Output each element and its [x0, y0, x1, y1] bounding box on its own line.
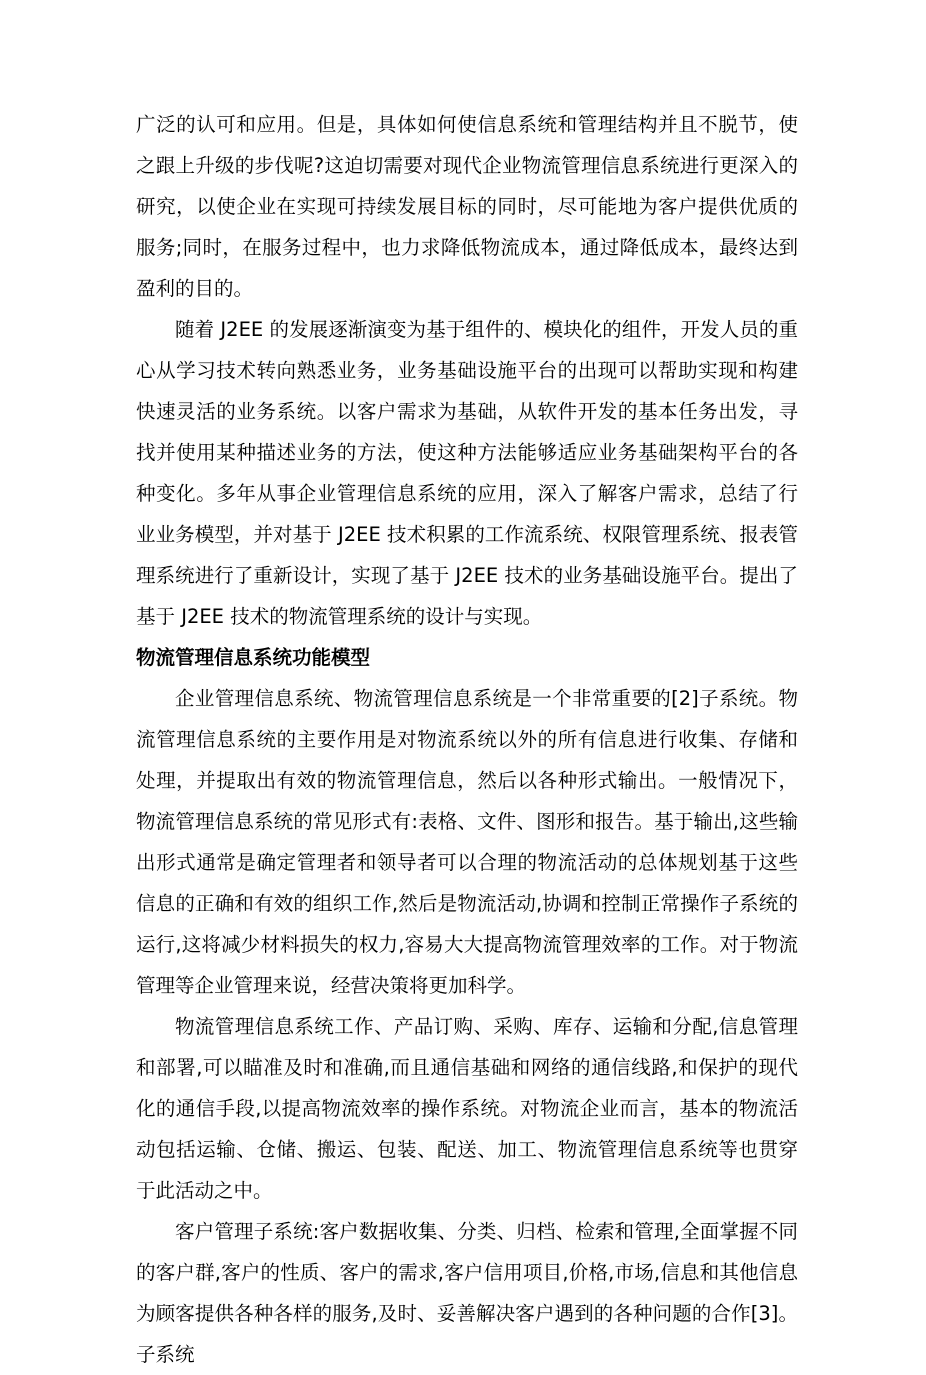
paragraph: 客户管理子系统:客户数据收集、分类、归档、检索和管理,全面掌握不同的客户群,客户的性质、客户的需求,客户信用项目,价格,市场,信息和其他信息为顾客提供各种各样的服务,及时、妥善解决客户遇到的各种问题的合作[3]。子系统 — [136, 1220, 798, 1366]
paragraph: 随着 J2EE 的发展逐渐演变为基于组件的、模块化的组件，开发人员的重心从学习技术转向熟悉业务，业务基础设施平台的出现可以帮助实现和构建快速灵活的业务系统。以客户需求为基础，从软件开发的基本任务出发，寻找并使用某种描述业务的方法，使这种方法能够适应业务基础架构平台的各种变化。多年从事企业管理信息系统的应用，深入了解客户需求，总结了行业业务模型，并对基于 J2EE 技术积累的工作流系统、权限管理系统、报表管理系统进行了重新设计，实现了基于 J2EE 技术的业务基础设施平台。提出了基于 J2EE 技术的物流管理系统的设计与实现。 — [136, 318, 798, 628]
paragraph: 广泛的认可和应用。但是，具体如何使信息系统和管理结构并且不脱节，使之跟上升级的步伐呢?这迫切需要对现代企业物流管理信息系统进行更深入的研究，以使企业在实现可持续发展目标的同时，尽可能地为客户提供优质的服务;同时，在服务过程中，也力求降低物流成本，通过降低成本，最终达到盈利的目的。 — [136, 113, 798, 300]
paragraph: 企业管理信息系统、物流管理信息系统是一个非常重要的[2]子系统。物流管理信息系统的主要作用是对物流系统以外的所有信息进行收集、存储和处理，并提取出有效的物流管理信息，然后以各种形式输出。一般情况下，物流管理信息系统的常见形式有:表格、文件、图形和报告。基于输出,这些输出形式通常是确定管理者和领导者可以合理的物流活动的总体规划基于这些信息的正确和有效的组织工作,然后是物流活动,协调和控制正常操作子系统的运行,这将减少材料损失的权力,容易大大提高物流管理效率的工作。对于物流管理等企业管理来说，经营决策将更加科学。 — [136, 687, 798, 997]
section-heading: 物流管理信息系统功能模型 — [136, 646, 371, 669]
paragraph: 物流管理信息系统工作、产品订购、采购、库存、运输和分配,信息管理和部署,可以瞄准及时和准确,而且通信基础和网络的通信线路,和保护的现代化的通信手段,以提高物流效率的操作系统。对物流企业而言，基本的物流活动包括运输、仓储、搬运、包装、配送、加工、物流管理信息系统等也贯穿于此活动之中。 — [136, 1015, 798, 1202]
document-body — [136, 104, 798, 1375]
